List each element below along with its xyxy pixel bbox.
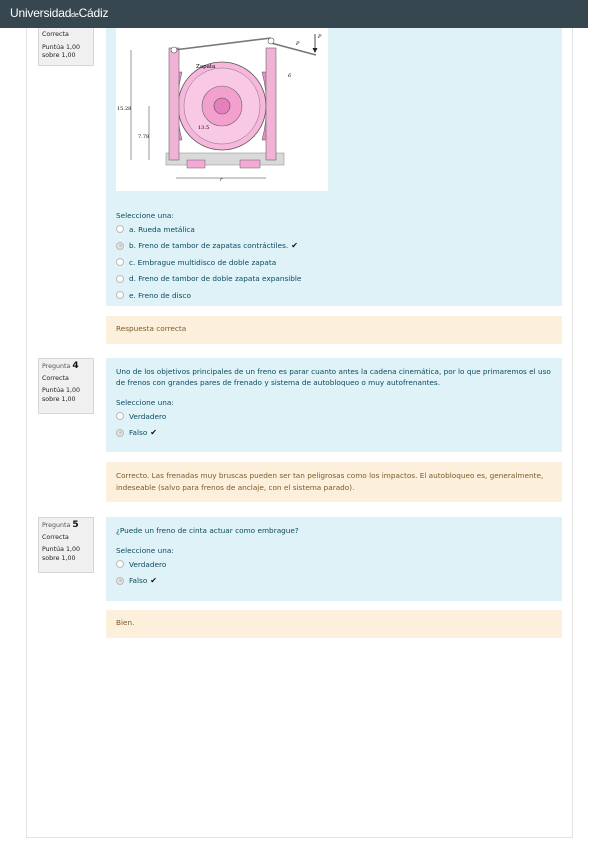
label-dim1: 15.28 — [117, 106, 132, 112]
question-info-5 — [38, 517, 94, 573]
radio-button[interactable] — [116, 412, 124, 420]
page-border-right — [572, 28, 573, 838]
option-label: c. Embrague multidisco de doble zapata — [129, 257, 277, 267]
question-content-4 — [106, 358, 562, 452]
logo-text-small: de — [71, 12, 79, 19]
question-number — [42, 521, 90, 531]
page-border-left — [26, 28, 27, 838]
question-state: Correcta — [42, 374, 69, 382]
radio-button[interactable] — [116, 275, 124, 283]
question-text: ¿Puede un freno de cinta actuar como embrague? — [116, 526, 299, 535]
label-zapata: Zapata — [196, 64, 216, 70]
option-verdadero[interactable] — [116, 556, 552, 573]
question-grade: Puntúa 1,00 sobre 1,00 — [42, 43, 81, 59]
option-c[interactable] — [116, 254, 552, 271]
option-label: Falso — [129, 576, 148, 586]
radio-button[interactable] — [116, 258, 124, 266]
answer-prompt: Seleccione una: — [116, 546, 174, 555]
label-p: P — [318, 34, 322, 40]
logo-text-main: Universidad — [10, 6, 72, 20]
question-label: Pregunta — [42, 522, 71, 529]
top-linkage — [174, 38, 271, 50]
feedback-text: Correcto. Las frenadas muy bruscas pueden ser tan peligrosas como los impactos. El autobloqueo es, generalmente, indeseable (salvo para frenos de anclaje, con el sistema parado). — [116, 471, 544, 492]
arm-right — [266, 48, 276, 160]
radio-button[interactable] — [116, 560, 124, 568]
option-label: Verdadero — [129, 411, 167, 421]
question-text: Uno de los objetivos principales de un freno es parar cuanto antes la cadena cinemática, por lo que primaremos el uso de frenos con grandes pares de frenado y sistema de autobloqueo o muy autofrenantes. — [116, 367, 551, 387]
option-label: Verdadero — [129, 559, 167, 569]
check-icon: ✔ — [150, 428, 157, 438]
option-d[interactable] — [116, 271, 552, 288]
question-content-5 — [106, 517, 562, 601]
pivot-top-left — [171, 47, 177, 53]
base-block-right — [240, 160, 260, 168]
question-info-3 — [38, 28, 94, 66]
feedback-4 — [106, 462, 562, 502]
question-number — [42, 362, 90, 372]
drum-shaft — [214, 98, 230, 114]
pivot-top-right — [268, 38, 274, 44]
radio-button[interactable] — [116, 242, 124, 250]
question-label: Pregunta — [42, 363, 71, 370]
option-verdadero[interactable] — [116, 408, 552, 425]
question-state: Correcta — [42, 533, 69, 541]
option-label: a. Rueda metálica — [129, 224, 195, 234]
check-icon: ✔ — [150, 576, 157, 586]
label-dim4: 6 — [288, 73, 292, 79]
question-state: Correcta — [42, 31, 69, 38]
radio-button[interactable] — [116, 225, 124, 233]
question-number-value: 4 — [72, 361, 79, 371]
label-dim2: 7.78 — [138, 134, 150, 140]
option-a[interactable] — [116, 221, 552, 238]
option-falso[interactable] — [116, 573, 552, 590]
radio-button[interactable] — [116, 291, 124, 299]
label-dim6: P — [296, 41, 300, 47]
feedback-3 — [106, 316, 562, 344]
feedback-text: Bien. — [116, 618, 135, 627]
force-arrowhead — [313, 48, 318, 53]
label-dim3: 13.5 — [198, 125, 210, 131]
question-info-4 — [38, 358, 94, 414]
label-dim5: r — [220, 177, 223, 183]
feedback-5 — [106, 610, 562, 638]
option-falso[interactable] — [116, 425, 552, 442]
option-label: Falso — [129, 428, 148, 438]
brake-drawing — [116, 28, 328, 191]
question-number-value: 5 — [72, 520, 79, 530]
radio-button[interactable] — [116, 429, 124, 437]
option-label: d. Freno de tambor de doble zapata expansible — [129, 274, 302, 284]
question-grade: Puntúa 1,00 sobre 1,00 — [42, 546, 81, 562]
university-logo[interactable] — [10, 6, 108, 20]
logo-text-end: Cádiz — [78, 6, 109, 20]
base-block-left — [187, 160, 205, 168]
answer-prompt: Seleccione una: — [116, 398, 174, 407]
arm-left — [169, 48, 179, 160]
check-icon: ✔ — [291, 241, 298, 251]
option-label: e. Freno de disco — [129, 290, 191, 300]
option-e[interactable] — [116, 287, 552, 304]
feedback-text: Respuesta correcta — [116, 324, 187, 333]
lever — [271, 43, 316, 55]
radio-button[interactable] — [116, 577, 124, 585]
option-label: b. Freno de tambor de zapatas contráctiles. — [129, 241, 289, 251]
question-grade: Puntúa 1,00 sobre 1,00 — [42, 387, 81, 403]
brake-figure — [116, 28, 328, 191]
top-navbar — [0, 0, 588, 28]
page-border-bottom — [26, 837, 573, 838]
option-b[interactable] — [116, 238, 552, 255]
answer-prompt: Seleccione una: — [116, 211, 174, 220]
